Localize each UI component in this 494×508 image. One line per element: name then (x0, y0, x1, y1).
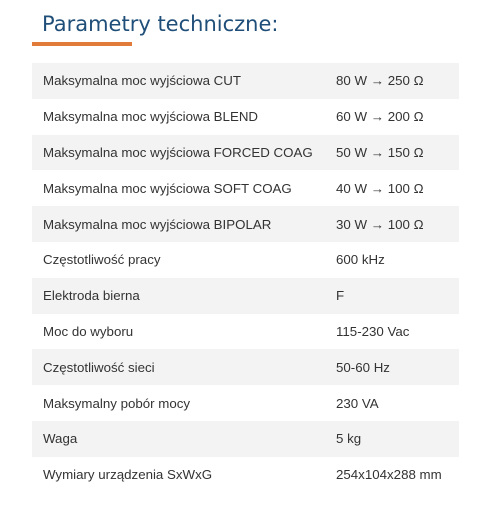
spec-label: Moc do wyboru (32, 314, 336, 350)
spec-label: Maksymalna moc wyjściowa BLEND (32, 99, 336, 135)
spec-label: Elektroda bierna (32, 278, 336, 314)
spec-value: 30 W → 100 Ω (336, 206, 459, 242)
table-row (32, 135, 459, 171)
spec-value: 254x104x288 mm (336, 457, 459, 493)
spec-label: Maksymalna moc wyjściowa FORCED COAG (32, 135, 336, 171)
table-row (32, 385, 459, 421)
spec-value: 50 W → 150 Ω (336, 135, 459, 171)
spec-value: 50-60 Hz (336, 349, 459, 385)
table-row (32, 349, 459, 385)
specs-table (32, 63, 459, 493)
table-row (32, 170, 459, 206)
spec-value: 40 W → 100 Ω (336, 170, 459, 206)
spec-label: Maksymalna moc wyjściowa CUT (32, 63, 336, 99)
spec-label: Maksymalna moc wyjściowa SOFT COAG (32, 170, 336, 206)
spec-label: Wymiary urządzenia SxWxG (32, 457, 336, 493)
spec-value: F (336, 278, 459, 314)
table-row (32, 314, 459, 350)
title-underline-divider (32, 42, 132, 46)
spec-value: 115-230 Vac (336, 314, 459, 350)
table-row (32, 278, 459, 314)
spec-value: 230 VA (336, 385, 459, 421)
spec-value: 80 W → 250 Ω (336, 63, 459, 99)
table-row (32, 242, 459, 278)
table-row (32, 457, 459, 493)
spec-label: Częstotliwość pracy (32, 242, 336, 278)
spec-label: Maksymalna moc wyjściowa BIPOLAR (32, 206, 336, 242)
spec-value: 600 kHz (336, 242, 459, 278)
table-row (32, 421, 459, 457)
spec-label: Waga (32, 421, 336, 457)
table-row (32, 63, 459, 99)
spec-label: Maksymalny pobór mocy (32, 385, 336, 421)
table-row (32, 206, 459, 242)
spec-value: 60 W → 200 Ω (336, 99, 459, 135)
spec-label: Częstotliwość sieci (32, 349, 336, 385)
spec-value: 5 kg (336, 421, 459, 457)
section-title: Parametry techniczne: (42, 12, 279, 36)
table-row (32, 99, 459, 135)
